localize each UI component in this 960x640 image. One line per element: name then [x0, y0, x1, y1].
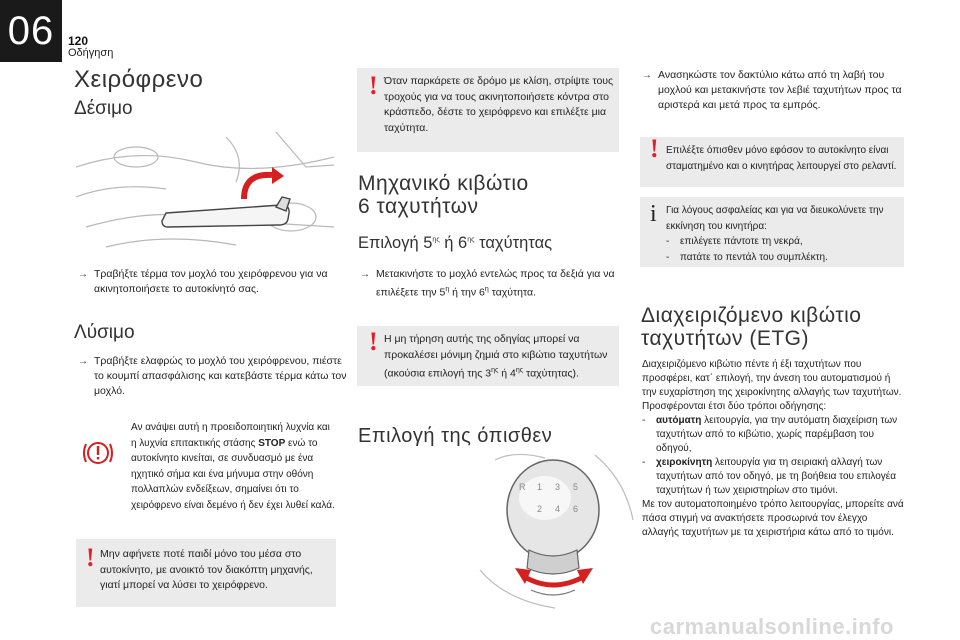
- page-title: Χειρόφρενο: [74, 66, 204, 93]
- list-item: - πατάτε το πεντάλ του συμπλέκτη.: [666, 251, 828, 263]
- gear-knob-illustration: [475, 450, 635, 610]
- child-warning-text: Μην αφήνετε ποτέ παιδί μόνο του μέσα στο αυτοκίνητο, με ανοικτό τον διακόπτη μηχανής, γιατί μπορεί να λύσει το χειρόφρενο.: [100, 548, 313, 591]
- reverse-warning-text: Επιλέξτε όπισθεν μόνο εφόσον το αυτοκίνητο είναι σταματημένο και ο κινητήρας λειτουργεί στο ρελαντί.: [666, 145, 897, 172]
- svg-text:5: 5: [573, 482, 579, 492]
- svg-text:6: 6: [573, 504, 579, 514]
- reverse-warning-box: [640, 134, 904, 187]
- chapter-number: 06: [0, 0, 62, 62]
- page-number: 120: [68, 34, 89, 48]
- etg-description: Διαχειριζόμενο κιβώτιο πέντε ή έξι ταχυτήτων που προσφέρει, κατ΄ επιλογή, την άνεση του αυτοματισμού ή την ευχαρίστηση της χειροκίνητης αλλαγής των ταχυτήτων. Προσφέρονται έτσι δύο τρόποι οδήγησης: - αυτόματη λειτουργία, για την αυτόματη διαχείριση των ταχυτήτων από το κιβώτιο, χωρίς παρέμβαση του οδηγού, - χειροκίνητη λειτουργία για τη σειριακή αλλαγή των ταχυτήτων από τον οδηγό, με τη βοήθεια του επιλογέα ταχυτήτων ή των χειριστηρίων στο τιμόνι. Με τον αυτοματοποιημένο τρόπο λειτουργίας, μπορείτε ανά πάσα στιγμή να ανακτήσετε προσωρινά τον έλεγχο αλλαγής ταχυτήτων με τα χειριστήρια κάτω από το τιμόνι.: [642, 359, 904, 538]
- exclamation-warning-icon: !: [650, 134, 659, 163]
- svg-text:R: R: [519, 482, 526, 492]
- start-info-box: [640, 197, 904, 267]
- gear56-instruction: → Μετακινήστε το μοχλό εντελώς προς τα δεξιά για να επιλέξετε την $5^\eta$ ή την $6^\eta$ ταχύτητα.: [360, 268, 615, 299]
- gear-warning-box: [357, 326, 619, 386]
- reverse-instruction: → Ανασηκώστε τον δακτύλιο κάτω από τη λαβή του μοχλού και μετακινήστε τον λεβιέ ταχυτήτων προς τα αριστερά και μετά προς τα εμπρός.: [642, 69, 902, 111]
- arrow-bullet-icon: →: [78, 356, 88, 367]
- svg-text:3: 3: [555, 482, 561, 492]
- release-heading: Λύσιμο: [74, 322, 135, 343]
- page-section: Οδήγηση: [68, 47, 114, 59]
- gear56-heading: Επιλογή $5^{\eta\varsigma}$ ή $6^{\eta\varsigma}$ ταχύτητας: [358, 234, 553, 252]
- list-item: - αυτόματη λειτουργία, για την αυτόματη διαχείριση των ταχυτήτων από το κιβώτιο, χωρίς παρέμβαση του οδηγού,: [642, 415, 898, 454]
- arrow-bullet-icon: →: [78, 269, 88, 280]
- handbrake-lock-illustration: [76, 127, 334, 257]
- svg-text:1: 1: [537, 482, 543, 492]
- reverse-heading: Επιλογή της όπισθεν: [358, 425, 553, 447]
- etg-title: Διαχειριζόμενο κιβώτιο ταχυτήτων (ETG): [641, 304, 862, 350]
- stop-lamp-note: Αν ανάψει αυτή η προειδοποιητική λυχνία και η λυχνία επιτακτικής στάσης STOP ενώ το αυτοκίνητο κινείται, σε συνδυασμό με ένα ηχητικό σήμα και ένα μήνυμα στην οθόνη πολλαπλών ενδείξεων, σημαίνει ότι το χειρόφρενο είναι δεμένο ή δεν έχει λυθεί καλά.: [131, 422, 335, 511]
- child-warning-box: [76, 539, 336, 607]
- arrow-bullet-icon: →: [642, 70, 652, 81]
- exclamation-warning-icon: !: [369, 71, 378, 100]
- exclamation-warning-icon: !: [86, 543, 95, 572]
- gear-warning-text: Η μη τήρηση αυτής της οδηγίας μπορεί να προκαλέσει μόνιμη ζημιά στο κιβώτιο ταχυτήτων (ακούσια επιλογή της $3^{\eta\varsigma}$ ή $4^{\eta\varsigma}$ ταχύτητας).: [384, 333, 608, 380]
- arrow-bullet-icon: →: [360, 269, 370, 280]
- list-item: - επιλέγετε πάντοτε τη νεκρά,: [666, 236, 803, 247]
- svg-text:2: 2: [537, 504, 543, 514]
- exclamation-warning-icon: !: [369, 327, 378, 356]
- handbrake-warning-icon: [80, 438, 116, 473]
- info-icon: i: [650, 201, 657, 227]
- list-item: - χειροκίνητη λειτουργία για τη σειριακή αλλαγή των ταχυτήτων από τον οδηγό, με τη βοήθεια του επιλογέα ταχυτήτων ή των χειριστηρίων στο τιμόνι.: [642, 457, 896, 496]
- svg-text:4: 4: [555, 504, 561, 514]
- slope-warning-box: [357, 68, 619, 152]
- gearbox-title: Μηχανικό κιβώτιο 6 ταχυτήτων: [358, 172, 529, 218]
- locking-heading: Δέσιμο: [74, 98, 133, 119]
- locking-instruction: → Τραβήξτε τέρμα τον μοχλό του χειρόφρενου για να ακινητοποιήσετε το αυτοκίνητό σας.: [78, 268, 328, 295]
- slope-warning-text: Όταν παρκάρετε σε δρόμο με κλίση, στρίψτε τους τροχούς για να τους ακινητοποιήσετε κόντρα στο κράσπεδο, δέστε το χειρόφρενο και επιλέξτε μια ταχύτητα.: [384, 75, 614, 134]
- start-info-text: Για λόγους ασφαλείας και για να διευκολύνετε την εκκίνηση του κινητήρα: - επιλέγετε πάντοτε τη νεκρά, - πατάτε το πεντάλ του συμπλέκτη.: [666, 203, 898, 265]
- release-instruction: → Τραβήξτε ελαφρώς το μοχλό του χειρόφρενου, πιέστε το κουμπί απασφάλισης και κατεβάστε τέρμα κάτω τον μοχλό.: [78, 355, 347, 397]
- watermark: carmanualsonline.info: [650, 614, 894, 639]
